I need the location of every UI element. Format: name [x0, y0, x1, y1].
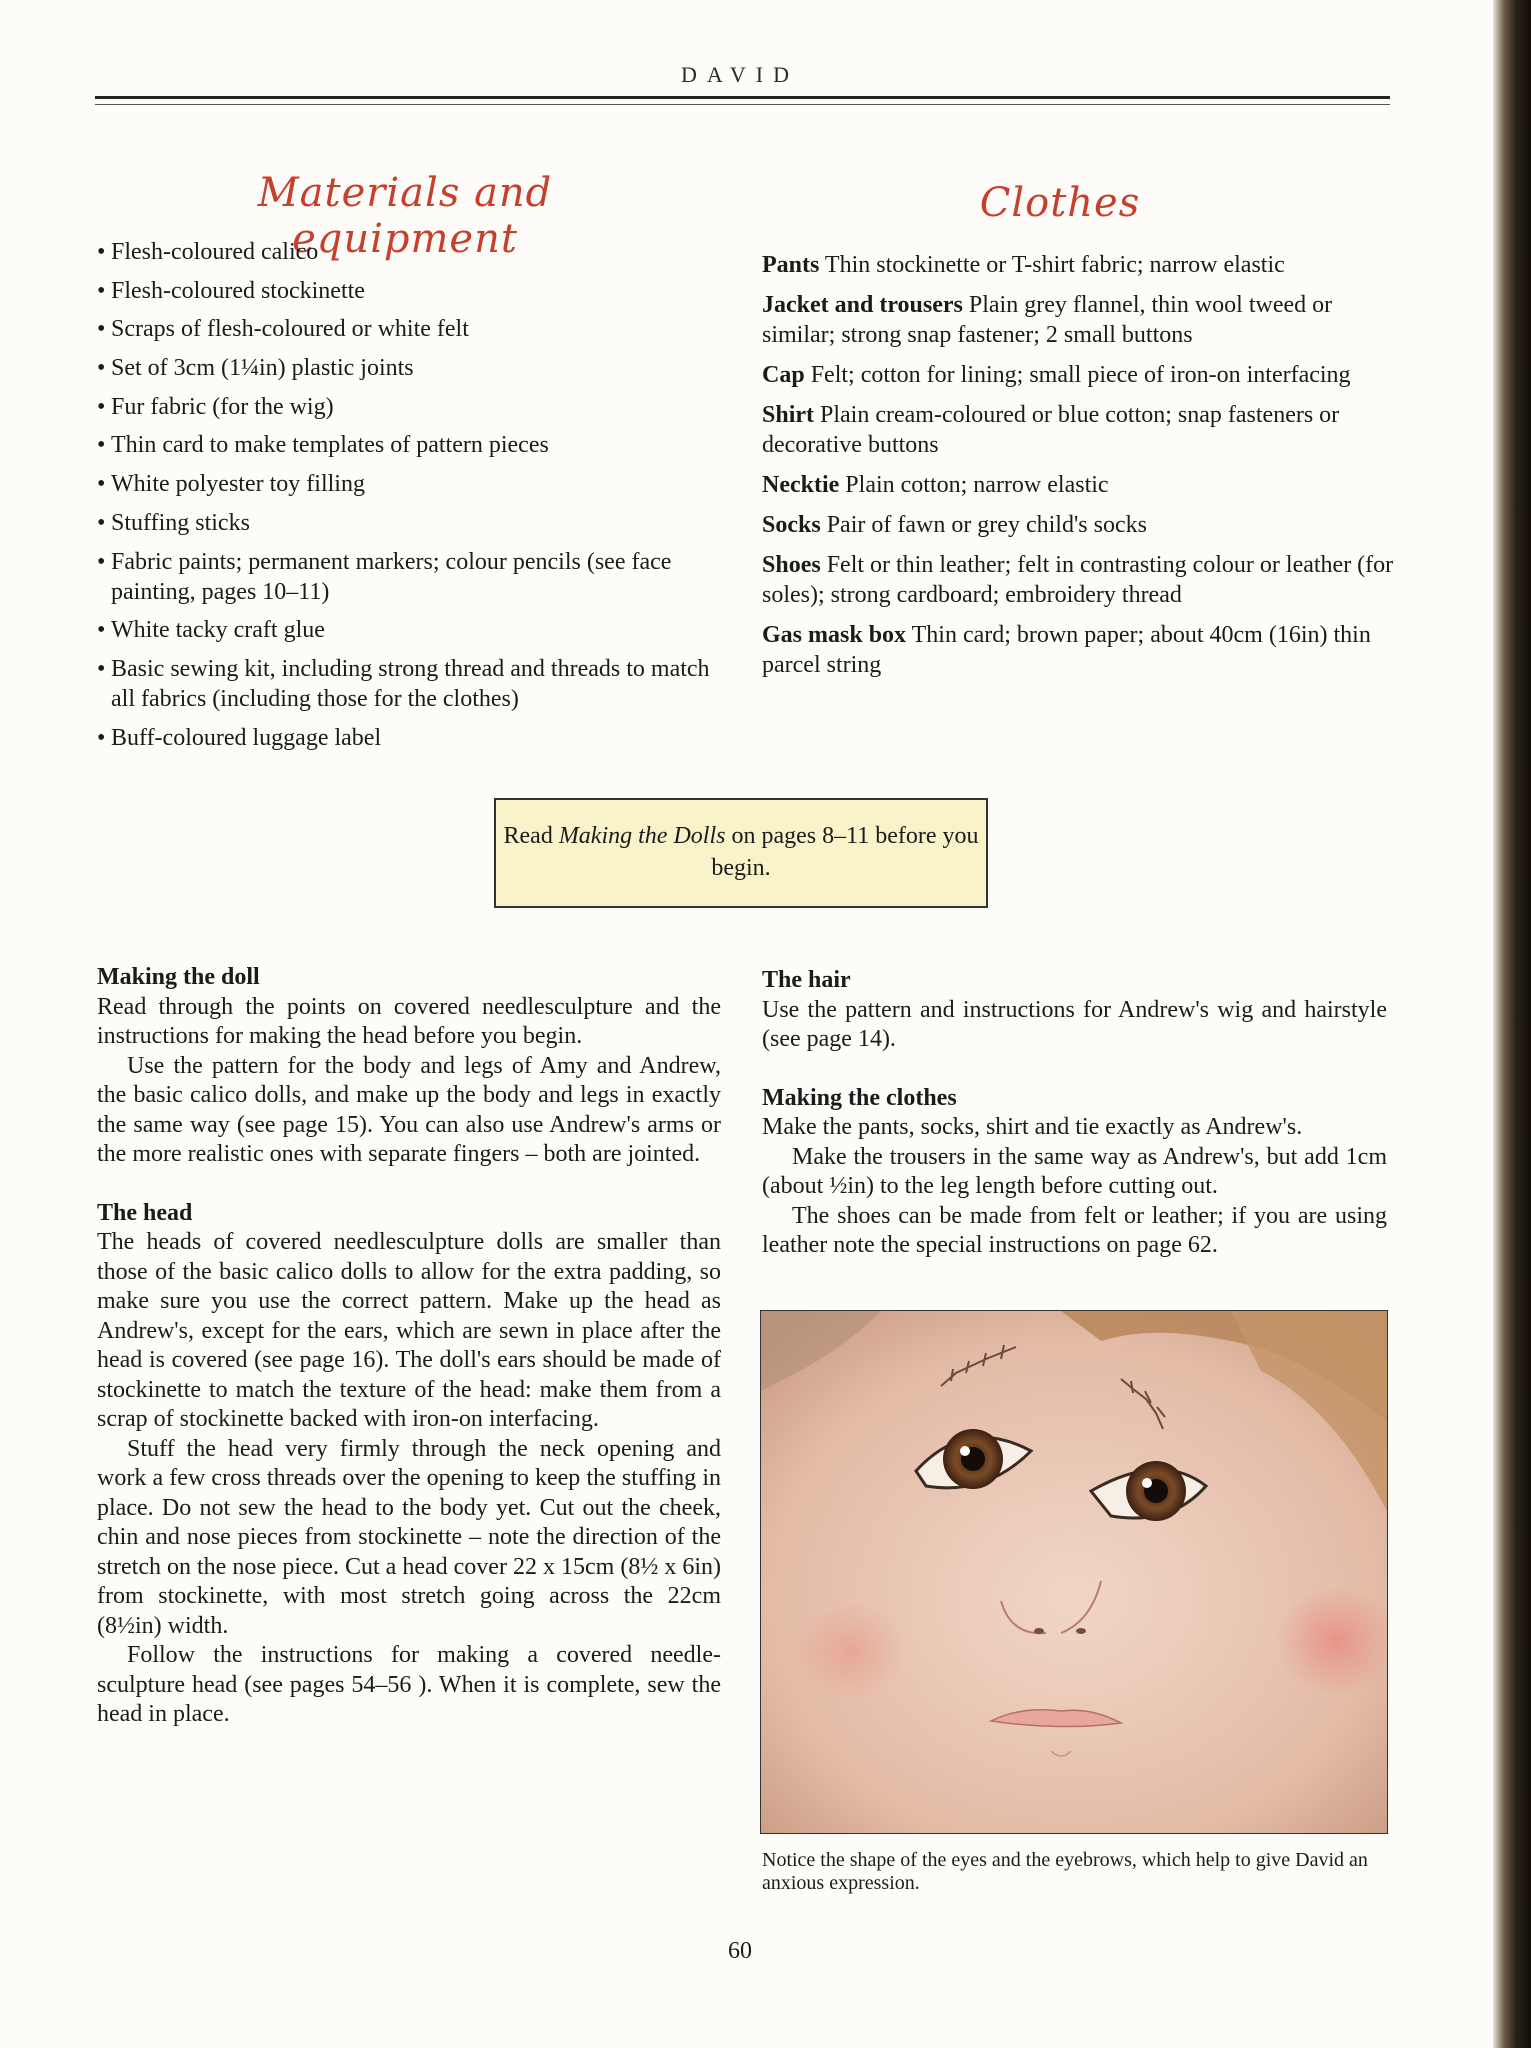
list-item: • Fabric paints; permanent markers; colour pencils (see face painting, pages 10–11)	[97, 548, 672, 605]
list-item: Socks Pair of fawn or grey child's socks	[762, 512, 1147, 538]
note-title: Making the Dolls	[558, 823, 726, 849]
list-item: • Basic sewing kit, including strong thread and threads to match all fabrics (including those for the clothes)	[97, 655, 710, 712]
list-item: Shirt Plain cream-coloured or blue cotton; snap fasteners or decorative buttons	[762, 402, 1340, 458]
paragraph: Read through the points on covered needlesculpture and the instructions for making the head before you begin.	[97, 993, 721, 1049]
list-item: • Stuffing sticks	[97, 509, 250, 536]
photo-caption: Notice the shape of the eyes and the eyebrows, which help to give David an anxious expression.	[762, 1849, 1368, 1894]
materials-list	[97, 237, 737, 761]
list-item: • Buff-coloured luggage label	[97, 724, 382, 751]
list-item: • Scraps of flesh-coloured or white felt	[97, 316, 469, 343]
list-item: • Flesh-coloured stockinette	[97, 277, 365, 304]
note-box: Read Making the Dolls on pages 8–11 before you begin.	[494, 798, 988, 908]
section-heading: The hair	[762, 967, 851, 993]
materials-heading: Materials and equipment	[257, 170, 553, 262]
clothes-heading: Clothes	[979, 180, 1141, 226]
paragraph: The shoes can be made from felt or leather; if you are using leather note the special instructions on page 62.	[762, 1202, 1387, 1258]
header-rule-thin	[95, 104, 1390, 105]
list-item: Gas mask box Thin card; brown paper; about 40cm (16in) thin parcel string	[762, 622, 1371, 678]
list-item: • Thin card to make templates of pattern pieces	[97, 432, 549, 459]
clothes-list	[762, 250, 1402, 690]
paragraph: Make the pants, socks, shirt and tie exactly as Andrew's.	[762, 1114, 1303, 1140]
paragraph: Use the pattern for the body and legs of Amy and Andrew, the basic calico dolls, and make up the body and legs in exactly the same way (see page 15). You can also use Andrew's arms or the more realistic ones with separate fingers – both are jointed.	[97, 1052, 721, 1167]
section-heading: Making the doll	[97, 964, 260, 990]
list-item: • White polyester toy filling	[97, 471, 365, 498]
doll-face-photo	[760, 1310, 1388, 1834]
paragraph: The heads of covered needlesculpture dolls are smaller than those of the basic calico dolls to allow for the extra padding, so make sure you use the correct pattern. Make up the head as Andrew's, except for the ears, which are sewn in place after the head is covered (see page 16). The doll's ears should be made of stockinette to match the texture of the head: make them from a scrap of stockinette backed with iron-on interfacing.	[97, 1229, 721, 1432]
list-item: • Set of 3cm (1¼in) plastic joints	[97, 355, 414, 382]
running-head: DAVID	[680, 62, 800, 87]
page-edge	[1493, 0, 1531, 2048]
list-item: Shoes Felt or thin leather; felt in contrasting colour or leather (for soles); strong cardboard; embroidery thread	[762, 552, 1394, 608]
paragraph: Follow the instructions for making a covered needle-sculpture head (see pages 54–56 ). When it is complete, sew the head in place.	[97, 1642, 721, 1727]
right-body-column	[762, 966, 1387, 1261]
page-number: 60	[728, 1938, 752, 1964]
section-heading: The head	[97, 1199, 193, 1226]
paragraph: Stuff the head very firmly through the neck opening and work a few cross threads over the opening to keep the stuffing in place. Do not sew the head to the body yet. Cut out the cheek, chin and nose pieces from stockinette – note the direction of the stretch on the nose piece. Cut a head cover 22 x 15cm (8½ x 6in) from stockinette, with most stretch going across the 22cm (8½in) width.	[97, 1435, 721, 1639]
header-rule	[95, 96, 1390, 99]
list-item: • Fur fabric (for the wig)	[97, 393, 334, 420]
list-item: • White tacky craft glue	[97, 617, 325, 644]
list-item: Pants Thin stockinette or T-shirt fabric; narrow elastic	[762, 252, 1285, 278]
list-item: Necktie Plain cotton; narrow elastic	[762, 472, 1109, 498]
section-heading: Making the clothes	[762, 1084, 957, 1111]
paragraph: Use the pattern and instructions for Andrew's wig and hairstyle (see page 14).	[762, 996, 1387, 1052]
left-body-column	[97, 963, 721, 1730]
list-item: • Flesh-coloured calico	[97, 239, 319, 265]
list-item: Cap Felt; cotton for lining; small piece of iron-on interfacing	[762, 362, 1351, 388]
list-item: Jacket and trousers Plain grey flannel, thin wool tweed or similar; strong snap fastener; 2 small buttons	[762, 292, 1333, 348]
paragraph: Make the trousers in the same way as Andrew's, but add 1cm (about ½in) to the leg length before cutting out.	[762, 1143, 1387, 1199]
